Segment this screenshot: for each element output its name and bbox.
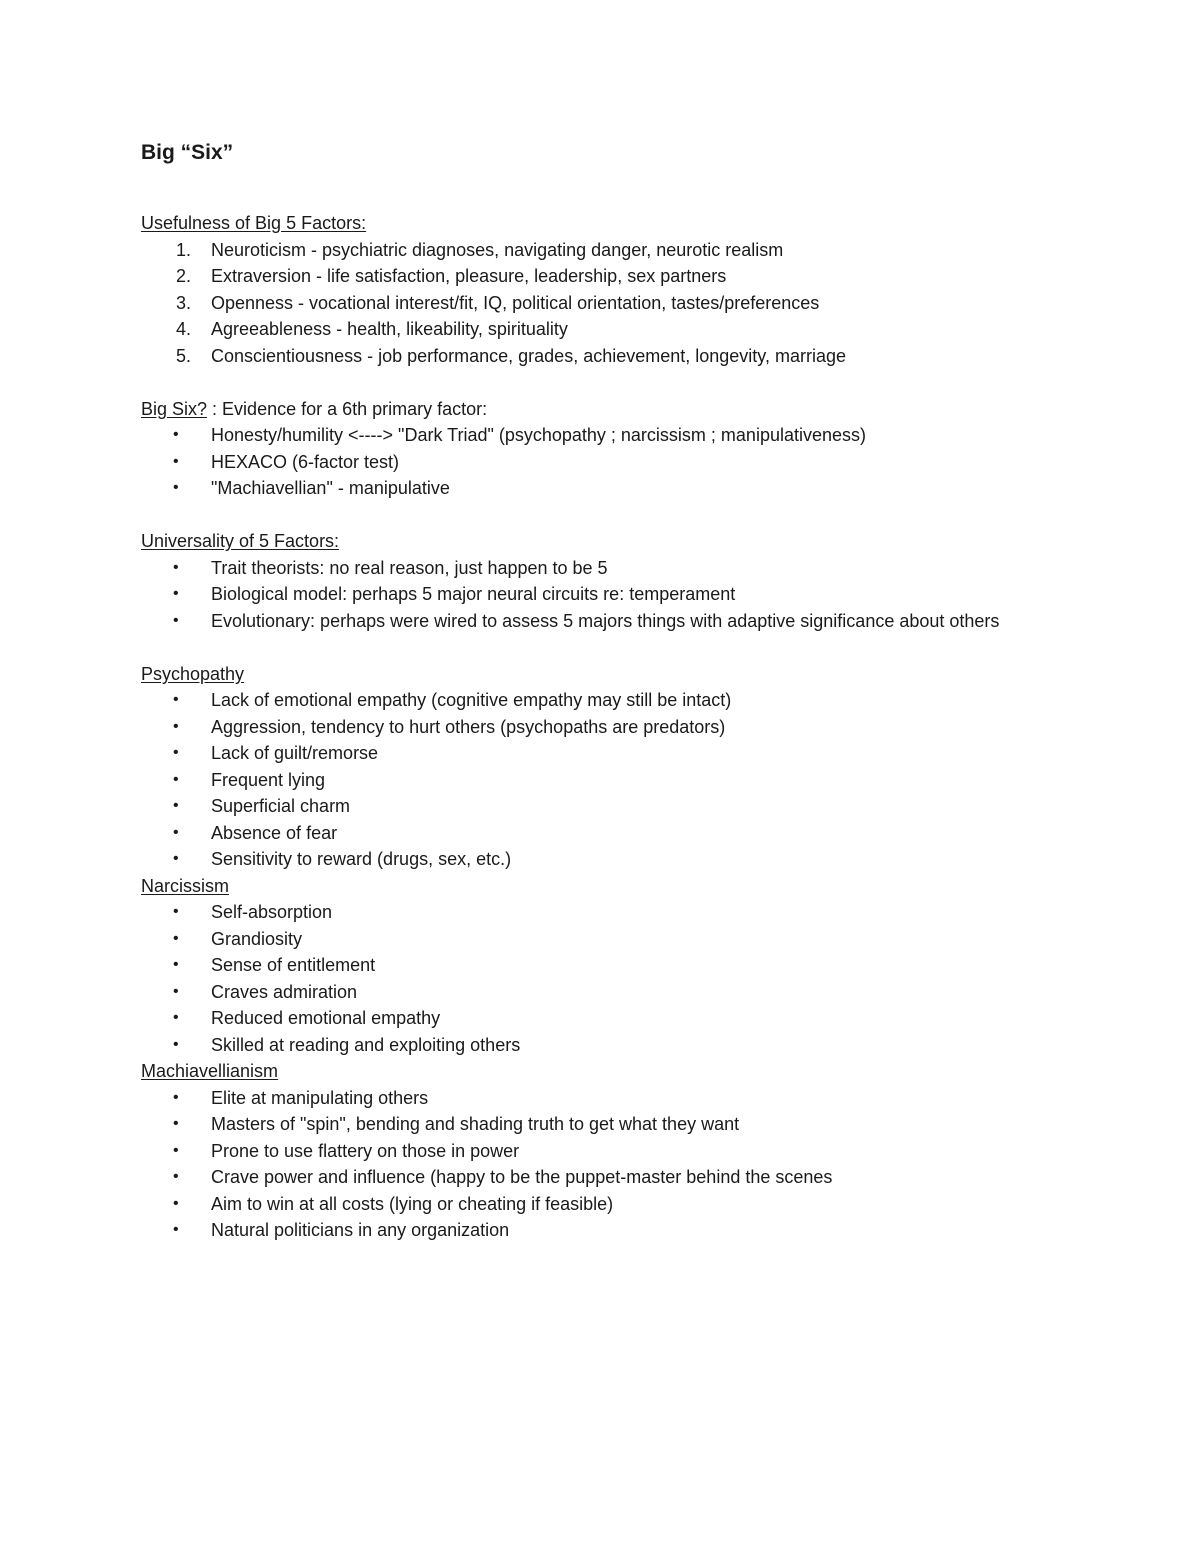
list-item — [141, 422, 1041, 449]
section-heading — [141, 873, 1041, 900]
list-item — [141, 343, 1041, 370]
bullet-icon: • — [173, 982, 179, 1000]
list-item-text: Superficial charm — [211, 796, 351, 816]
list-item — [141, 740, 1041, 767]
list-item — [141, 290, 1041, 317]
list-item-text: Conscientiousness - job performance, grades, achievement, longevity, marriage — [211, 345, 846, 366]
list-item-text: Evolutionary: perhaps were wired to assess 5 majors things with adaptive significance about others — [211, 610, 1000, 631]
list-item — [141, 555, 1041, 582]
list-number: 3. — [176, 292, 192, 313]
list-item — [141, 687, 1041, 714]
bullet-icon: • — [173, 1221, 179, 1238]
list-item-text: Crave power and influence (happy to be the puppet-master behind the scenes — [211, 1167, 833, 1187]
list-item — [141, 846, 1041, 873]
list-item — [141, 820, 1041, 847]
list-item-text: Neuroticism - psychiatric diagnoses, navigating danger, neurotic realism — [211, 239, 784, 260]
bullet-icon: • — [173, 903, 179, 920]
section-heading-text: Universality of 5 Factors: — [141, 531, 340, 551]
list-item-text: Grandiosity — [211, 928, 303, 949]
list-item-text: Honesty/humility <----> "Dark Triad" (psychopathy ; narcissism ; manipulativeness) — [211, 425, 866, 445]
list-number: 2. — [176, 266, 192, 286]
section-heading-text: Usefulness of Big 5 Factors: — [141, 213, 367, 233]
bullet-icon: • — [173, 717, 179, 735]
bullet-list — [141, 1085, 1041, 1244]
list-item — [141, 1191, 1041, 1218]
bullet-icon: • — [173, 1088, 179, 1106]
list-item — [141, 952, 1041, 979]
list-item-text: Lack of emotional empathy (cognitive empathy may still be intact) — [211, 690, 732, 710]
list-item — [141, 1138, 1041, 1165]
list-item — [141, 316, 1041, 343]
list-item-text: "Machiavellian" - manipulative — [211, 478, 450, 498]
section-heading — [141, 661, 1041, 688]
list-item — [141, 767, 1041, 794]
list-item-text: Openness - vocational interest/fit, IQ, political orientation, tastes/preferences — [211, 292, 820, 313]
bullet-list — [141, 555, 1041, 635]
section-usefulness — [141, 210, 1041, 369]
section-psychopathy — [141, 661, 1041, 873]
section-heading-text: Machiavellianism — [141, 1061, 279, 1081]
list-item-text: Skilled at reading and exploiting others — [211, 1034, 521, 1055]
bullet-list — [141, 899, 1041, 1058]
list-item-text: Elite at manipulating others — [211, 1087, 429, 1108]
section-machiavellianism — [141, 1058, 1041, 1244]
list-item — [141, 1032, 1041, 1059]
list-item — [141, 899, 1041, 926]
section-narcissism — [141, 873, 1041, 1059]
list-item-text: Sensitivity to reward (drugs, sex, etc.) — [211, 849, 512, 869]
bullet-icon: • — [173, 558, 179, 576]
bullet-icon: • — [173, 585, 179, 602]
list-item — [141, 608, 1041, 635]
bullet-icon: • — [173, 1115, 179, 1132]
list-item — [141, 449, 1041, 476]
list-number: 4. — [176, 319, 192, 339]
list-item-text: Trait theorists: no real reason, just happen to be 5 — [211, 557, 608, 578]
section-heading — [141, 210, 1041, 237]
bullet-icon: • — [173, 1141, 179, 1159]
bullet-icon: • — [173, 691, 179, 708]
bullet-icon: • — [173, 479, 179, 496]
list-item-text: Aggression, tendency to hurt others (psychopaths are predators) — [211, 716, 726, 737]
bullet-list — [141, 687, 1041, 873]
list-item — [141, 1164, 1041, 1191]
section-heading-rest: : Evidence for a 6th primary factor: — [207, 398, 488, 419]
list-item — [141, 793, 1041, 820]
bullet-icon: • — [173, 426, 179, 443]
bullet-icon: • — [173, 1009, 179, 1026]
list-item-text: Absence of fear — [211, 822, 338, 843]
bullet-icon: • — [173, 611, 179, 629]
list-item — [141, 263, 1041, 290]
list-item-text: Natural politicians in any organization — [211, 1220, 510, 1240]
list-item-text: Sense of entitlement — [211, 955, 376, 975]
list-item — [141, 475, 1041, 502]
section-heading — [141, 528, 1041, 555]
list-item — [141, 237, 1041, 264]
list-item — [141, 1005, 1041, 1032]
list-item — [141, 1217, 1041, 1244]
document-page — [141, 140, 1041, 1244]
list-item-text: Biological model: perhaps 5 major neural circuits re: temperament — [211, 584, 736, 604]
list-item-text: Reduced emotional empathy — [211, 1008, 441, 1028]
list-number: 5. — [176, 345, 192, 366]
list-item-text: Craves admiration — [211, 981, 358, 1002]
list-item-text: Prone to use flattery on those in power — [211, 1140, 520, 1161]
list-item — [141, 714, 1041, 741]
list-item-text: HEXACO (6-factor test) — [211, 451, 400, 472]
list-item-text: Lack of guilt/remorse — [211, 743, 379, 763]
list-item — [141, 1111, 1041, 1138]
section-heading — [141, 1058, 1041, 1085]
bullet-icon: • — [173, 850, 179, 867]
section-universality — [141, 528, 1041, 634]
section-heading-text: Narcissism — [141, 875, 229, 896]
list-item-text: Agreeableness - health, likeability, spirituality — [211, 319, 568, 339]
list-item — [141, 979, 1041, 1006]
section-heading — [141, 396, 1041, 423]
list-number: 1. — [176, 239, 192, 260]
section-heading-underlined: Big Six? — [141, 398, 208, 419]
section-heading-text: Psychopathy — [141, 663, 245, 684]
bullet-icon: • — [173, 956, 179, 973]
list-item-text: Frequent lying — [211, 769, 326, 790]
bullet-list — [141, 422, 1041, 502]
list-item — [141, 926, 1041, 953]
bullet-icon: • — [173, 929, 179, 947]
section-big-six — [141, 396, 1041, 502]
bullet-icon: • — [173, 452, 179, 470]
bullet-icon: • — [173, 797, 179, 814]
bullet-icon: • — [173, 1035, 179, 1053]
list-item-text: Masters of "spin", bending and shading truth to get what they want — [211, 1114, 740, 1134]
list-item-text: Aim to win at all costs (lying or cheating if feasible) — [211, 1193, 614, 1214]
document-title: Big “Six” — [141, 141, 234, 164]
bullet-icon: • — [173, 1168, 179, 1185]
bullet-icon: • — [173, 1194, 179, 1212]
bullet-icon: • — [173, 744, 179, 761]
list-item-text: Self-absorption — [211, 902, 333, 922]
bullet-icon: • — [173, 770, 179, 788]
bullet-icon: • — [173, 823, 179, 841]
list-item — [141, 581, 1041, 608]
list-item — [141, 1085, 1041, 1112]
numbered-list — [141, 237, 1041, 370]
list-item-text: Extraversion - life satisfaction, pleasure, leadership, sex partners — [211, 266, 727, 286]
